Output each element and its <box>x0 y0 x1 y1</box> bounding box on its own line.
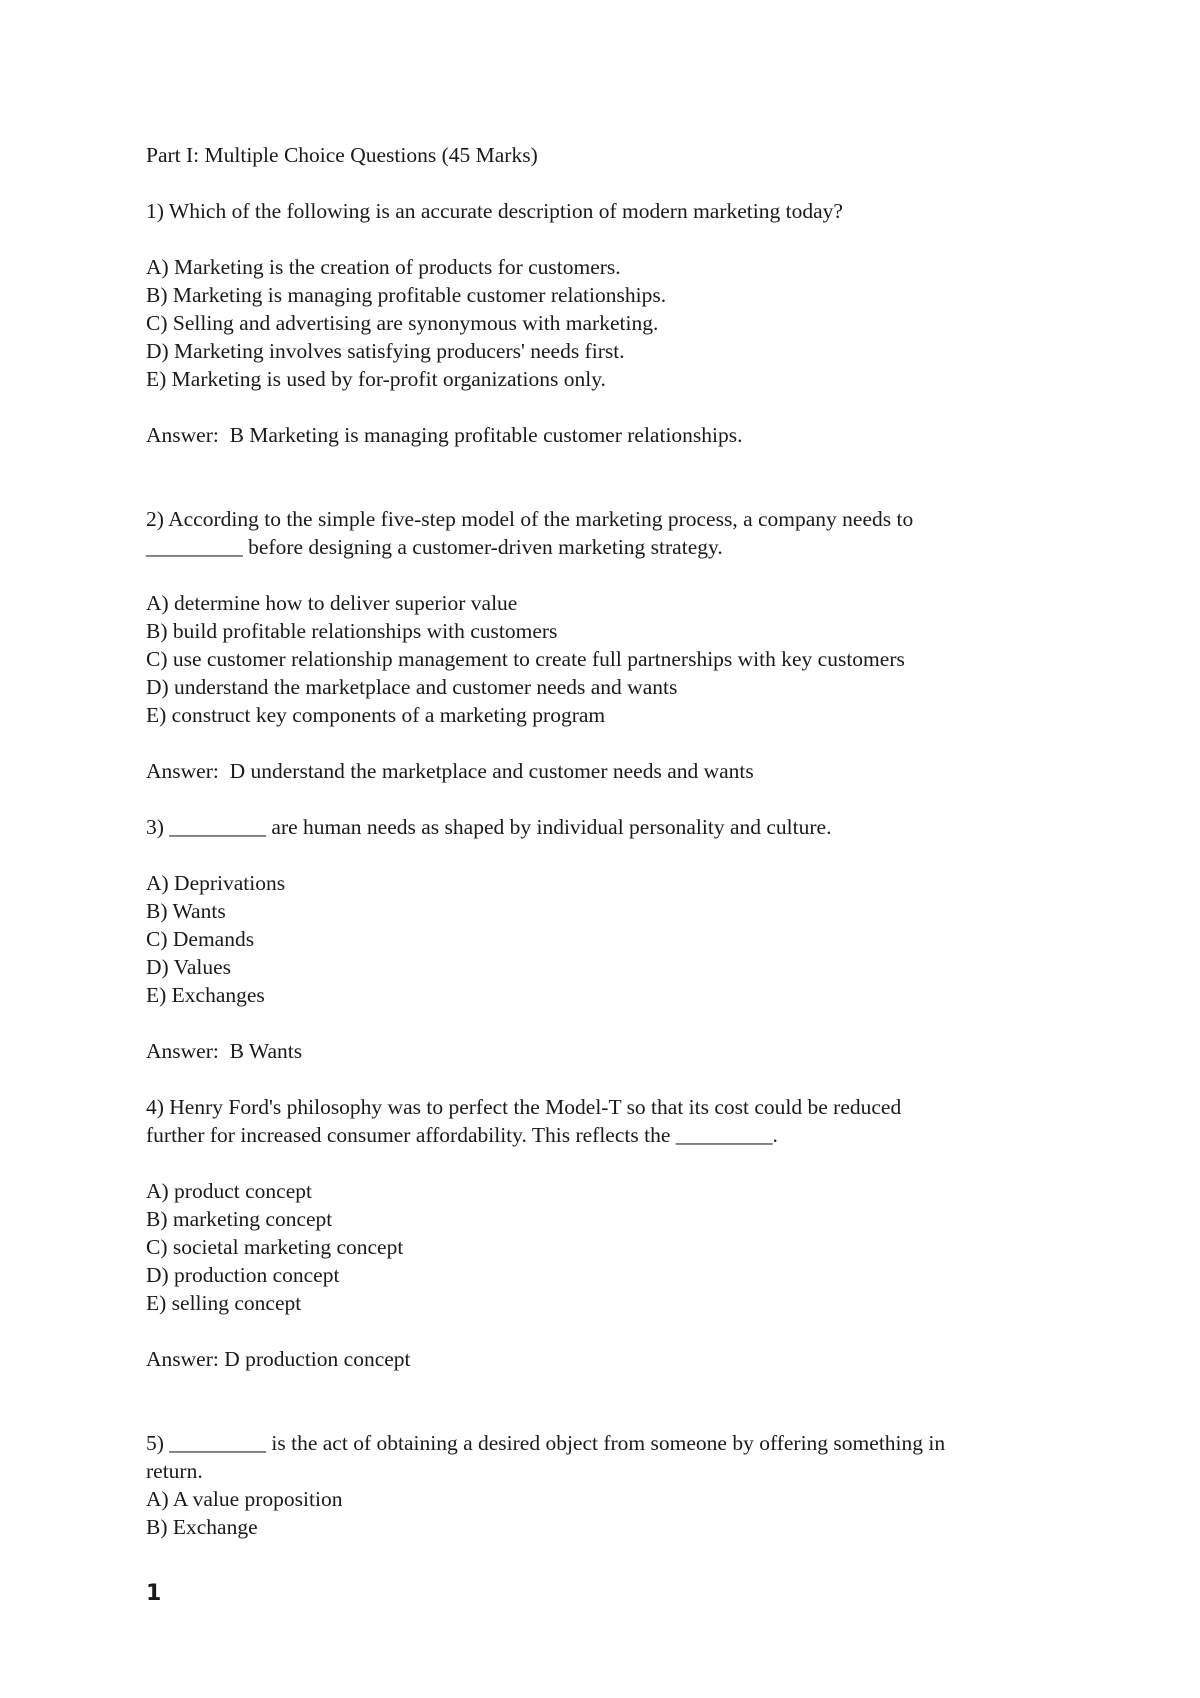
document-content <box>146 141 1066 1541</box>
question-2-stem-line-1: 2) According to the simple five-step model of the marketing process, a company needs to <box>146 507 914 531</box>
question-1-stem: 1) Which of the following is an accurate description of modern marketing today? <box>146 199 843 223</box>
question-5-option-b: B) Exchange <box>146 1515 258 1539</box>
question-4-answer: Answer: D production concept <box>146 1347 411 1371</box>
question-2-option-c: C) use customer relationship management to create full partnerships with key customers <box>146 647 905 671</box>
question-1-option-b: B) Marketing is managing profitable customer relationships. <box>146 283 667 307</box>
question-1-option-a: A) Marketing is the creation of products for customers. <box>146 255 621 279</box>
question-5-option-a: A) A value proposition <box>146 1487 343 1511</box>
question-1-option-c: C) Selling and advertising are synonymous with marketing. <box>146 311 659 335</box>
question-1-option-e: E) Marketing is used by for-profit organizations only. <box>146 367 606 391</box>
question-4-option-c: C) societal marketing concept <box>146 1235 404 1259</box>
question-1 <box>146 197 1066 449</box>
question-4 <box>146 1093 1066 1373</box>
question-4-option-b: B) marketing concept <box>146 1207 333 1231</box>
question-3 <box>146 813 1066 1065</box>
question-4-stem-line-2: further for increased consumer affordability. This reflects the _________. <box>146 1123 778 1147</box>
question-2-option-a: A) determine how to deliver superior value <box>146 591 518 615</box>
question-3-stem: 3) _________ are human needs as shaped by individual personality and culture. <box>146 815 832 839</box>
question-3-option-a: A) Deprivations <box>146 871 286 895</box>
question-5-stem-line-2: return. <box>146 1459 203 1483</box>
question-5-stem-line-1: 5) _________ is the act of obtaining a desired object from someone by offering something in <box>146 1431 946 1455</box>
question-1-option-d: D) Marketing involves satisfying producers' needs first. <box>146 339 625 363</box>
question-4-option-a: A) product concept <box>146 1179 312 1203</box>
section-heading: Part I: Multiple Choice Questions (45 Marks) <box>146 143 538 167</box>
question-4-option-e: E) selling concept <box>146 1291 302 1315</box>
page-number: 1 <box>146 1581 162 1606</box>
question-3-option-d: D) Values <box>146 955 231 979</box>
question-3-option-c: C) Demands <box>146 927 255 951</box>
question-4-option-d: D) production concept <box>146 1263 340 1287</box>
question-2-option-b: B) build profitable relationships with customers <box>146 619 558 643</box>
question-2-stem-line-2: _________ before designing a customer-driven marketing strategy. <box>146 535 723 559</box>
question-2-option-e: E) construct key components of a marketing program <box>146 703 606 727</box>
question-1-answer: Answer: B Marketing is managing profitable customer relationships. <box>146 423 743 447</box>
question-2 <box>146 505 1066 785</box>
question-2-answer: Answer: D understand the marketplace and customer needs and wants <box>146 759 754 783</box>
question-3-option-b: B) Wants <box>146 899 226 923</box>
question-4-stem-line-1: 4) Henry Ford's philosophy was to perfect the Model-T so that its cost could be reduced <box>146 1095 902 1119</box>
question-5 <box>146 1429 1066 1541</box>
question-3-answer: Answer: B Wants <box>146 1039 303 1063</box>
question-2-option-d: D) understand the marketplace and customer needs and wants <box>146 675 678 699</box>
question-3-option-e: E) Exchanges <box>146 983 265 1007</box>
